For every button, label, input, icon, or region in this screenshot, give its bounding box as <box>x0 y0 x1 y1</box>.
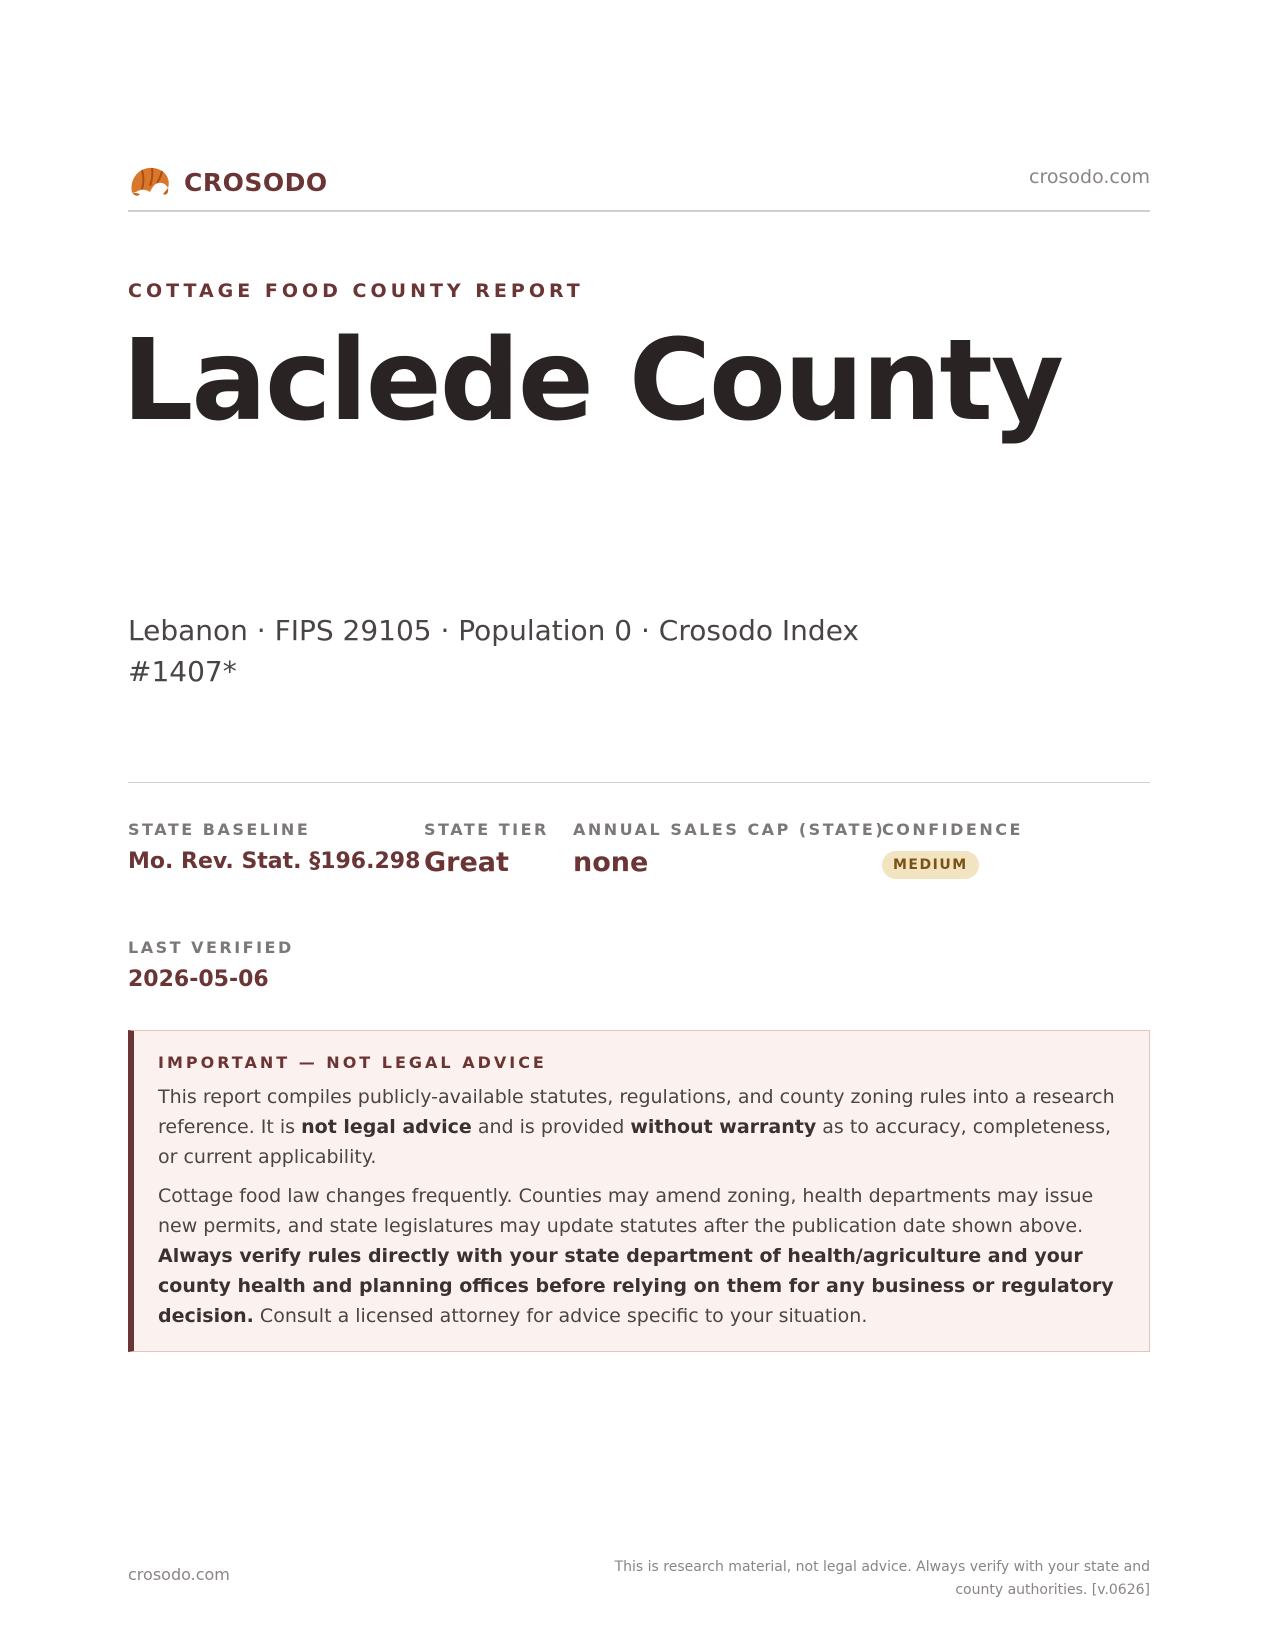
page-header <box>128 158 1150 212</box>
notice-text: Cottage food law changes frequently. Counties may amend zoning, health departments may issue new permits, and state legislatures may update statutes after the publication date shown above. <box>158 1185 1094 1237</box>
page-title: Laclede County <box>122 316 1062 446</box>
notice-text: and is provided <box>471 1116 631 1138</box>
notice-emphasis: Always verify rules directly with your state department of health/agriculture and your county health and planning offices before relying on them for any business or regulatory decision. <box>158 1245 1114 1327</box>
notice-text: Consult a licensed attorney for advice specific to your situation. <box>253 1305 868 1327</box>
report-subtitle: Lebanon · FIPS 29105 · Population 0 · Crosodo Index #1407* <box>128 614 859 688</box>
stat-label: STATE TIER <box>424 820 549 839</box>
footer-site-link[interactable]: crosodo.com <box>128 1565 230 1584</box>
stat-label: ANNUAL SALES CAP (STATE) <box>573 820 886 839</box>
stat-label: LAST VERIFIED <box>128 938 294 957</box>
notice-paragraph-1 <box>158 1082 1125 1172</box>
notice-paragraph-2 <box>158 1181 1125 1331</box>
stat-state-tier <box>424 820 549 878</box>
footer-disclaimer: This is research material, not legal advice. Always verify with your state and county authorities. [v.0626] <box>614 1559 1150 1598</box>
stat-state-baseline <box>128 820 420 874</box>
stat-last-verified <box>128 938 294 992</box>
header-site-link[interactable]: crosodo.com <box>1029 166 1150 188</box>
section-divider <box>128 782 1150 783</box>
notice-text: This report compiles publicly-available statutes, regulations, and county zoning rules into a research reference. It is <box>158 1086 1115 1138</box>
report-kicker: COTTAGE FOOD COUNTY REPORT <box>128 280 584 302</box>
stat-value: none <box>573 847 649 878</box>
notice-emphasis: not legal advice <box>301 1116 472 1138</box>
report-page <box>122 0 1150 1650</box>
stat-sales-cap <box>573 820 885 878</box>
stat-value: 2026-05-06 <box>128 967 269 992</box>
brand[interactable] <box>128 162 328 202</box>
brand-name: CROSODO <box>184 167 328 197</box>
stat-value: Great <box>424 847 509 878</box>
stat-confidence <box>882 820 1023 879</box>
croissant-icon <box>128 162 172 202</box>
stat-label: CONFIDENCE <box>882 820 1023 839</box>
notice-text: as to accuracy, completeness, or current applicability. <box>158 1116 1112 1168</box>
stat-value: Mo. Rev. Stat. §196.298 <box>128 849 421 874</box>
notice-emphasis: without warranty <box>630 1116 817 1138</box>
notice-heading: IMPORTANT — NOT LEGAL ADVICE <box>158 1053 547 1072</box>
confidence-badge: MEDIUM <box>882 851 979 879</box>
stat-label: STATE BASELINE <box>128 820 311 839</box>
legal-notice <box>128 1030 1150 1352</box>
